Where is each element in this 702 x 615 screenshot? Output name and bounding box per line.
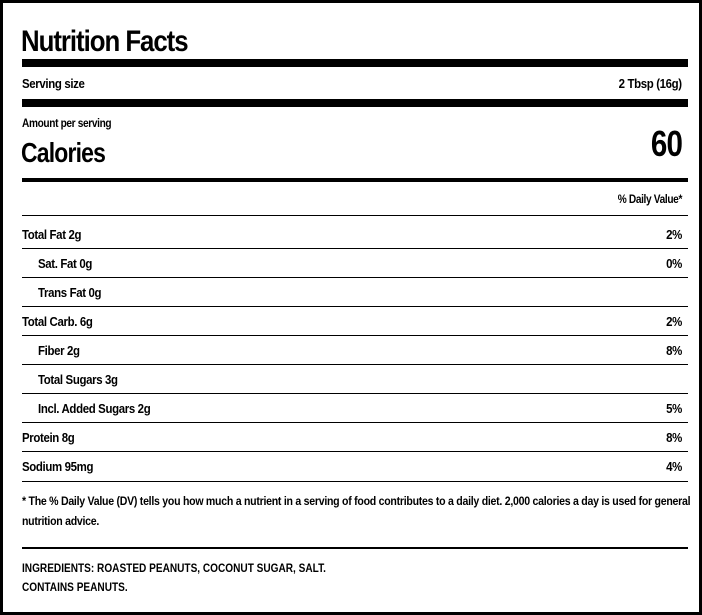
thin-divider (22, 481, 688, 482)
label-title: Nutrition Facts (21, 25, 188, 58)
nutrient-dv: 8% (666, 430, 682, 445)
daily-value-footnote: * The % Daily Value (DV) tells you how much a nutrient in a serving of food contributes to a daily diet. 2,000 calories a day is used for general nutrition advice. (22, 494, 691, 528)
daily-value-header: % Daily Value* (617, 194, 682, 206)
nutrient-label: Trans Fat 0g (38, 285, 102, 300)
serving-size-label: Serving size (22, 76, 85, 91)
thin-divider (22, 335, 688, 336)
nutrient-dv: 2% (666, 314, 682, 329)
nutrient-label: Protein 8g (22, 430, 75, 445)
medium-divider (22, 547, 688, 549)
thin-divider (22, 422, 688, 423)
thin-divider (22, 393, 688, 394)
nutrient-label: Fiber 2g (38, 343, 80, 358)
nutrient-dv: 0% (666, 256, 682, 271)
nutrient-label: Incl. Added Sugars 2g (38, 401, 151, 416)
thick-divider (22, 99, 688, 107)
nutrient-dv: 8% (666, 343, 682, 358)
nutrient-dv: 2% (666, 227, 682, 242)
amount-per-serving: Amount per serving (22, 118, 112, 130)
thin-divider (22, 364, 688, 365)
thin-divider (22, 277, 688, 278)
calories-label: Calories (21, 137, 106, 168)
thin-divider (22, 248, 688, 249)
thick-divider (22, 59, 688, 67)
nutrient-label: Total Sugars 3g (38, 372, 118, 387)
nutrient-label: Sat. Fat 0g (38, 256, 92, 271)
medium-divider (22, 178, 688, 182)
nutrient-label: Total Fat 2g (22, 227, 82, 242)
serving-size-value: 2 Tbsp (16g) (618, 76, 682, 91)
nutrient-dv: 4% (666, 459, 682, 474)
thin-divider (22, 215, 688, 216)
allergen-statement: CONTAINS PEANUTS. (22, 580, 128, 594)
nutrient-dv: 5% (666, 401, 682, 416)
nutrient-label: Total Carb. 6g (22, 314, 93, 329)
thin-divider (22, 451, 688, 452)
calories-value: 60 (650, 123, 682, 164)
ingredients-text: INGREDIENTS: ROASTED PEANUTS, COCONUT SUGAR, SALT. (22, 561, 326, 575)
thin-divider (22, 306, 688, 307)
nutrient-label: Sodium 95mg (22, 459, 94, 474)
